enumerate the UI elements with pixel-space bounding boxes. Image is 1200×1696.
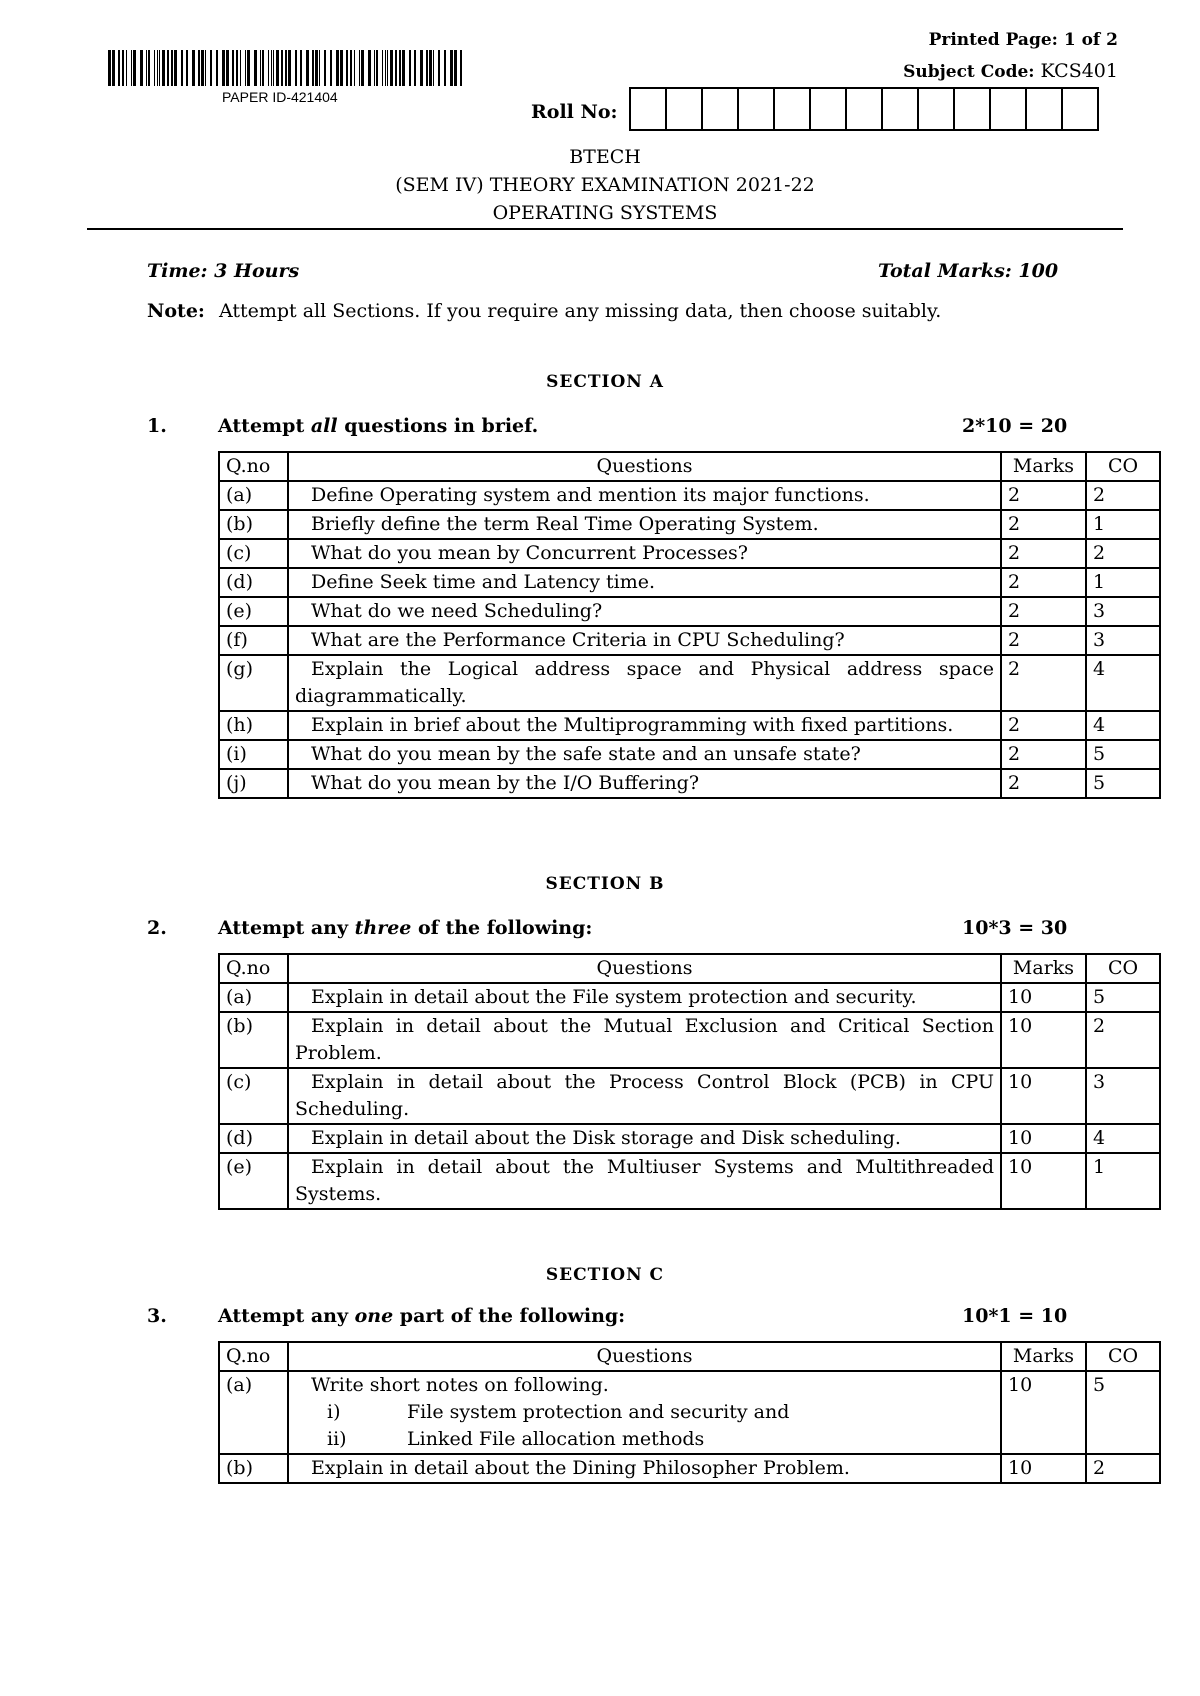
table-row bbox=[219, 1454, 1160, 1483]
question-number: (d) bbox=[219, 568, 288, 597]
barcode-bar bbox=[236, 50, 238, 86]
question-number: (h) bbox=[219, 711, 288, 740]
question-text: Define Operating system and mention its major functions. bbox=[311, 484, 870, 506]
subject-code-value: KCS401 bbox=[1040, 60, 1118, 82]
question-marks: 10 bbox=[1001, 1068, 1086, 1124]
table-row bbox=[219, 1068, 1160, 1124]
question-co: 1 bbox=[1086, 510, 1160, 539]
barcode-bar bbox=[118, 50, 120, 86]
question-co: 1 bbox=[1086, 568, 1160, 597]
question-marks: 2 bbox=[1001, 740, 1086, 769]
question-text: What do you mean by the safe state and an unsafe state? bbox=[311, 743, 861, 765]
section-a-number: 1. bbox=[147, 415, 167, 437]
section-a-table bbox=[218, 451, 1161, 799]
barcode-bar bbox=[399, 50, 401, 86]
roll-no-cell[interactable] bbox=[773, 89, 809, 129]
section-a-instruction: Attempt all questions in brief. bbox=[218, 415, 539, 437]
barcode-bar bbox=[438, 50, 440, 86]
subject-title: OPERATING SYSTEMS bbox=[492, 202, 718, 224]
col-questions: Questions bbox=[288, 954, 1001, 983]
question-marks: 10 bbox=[1001, 1371, 1086, 1454]
barcode-bar bbox=[154, 50, 155, 86]
question-marks: 2 bbox=[1001, 655, 1086, 711]
col-co: CO bbox=[1086, 452, 1160, 481]
question-number: (a) bbox=[219, 1371, 288, 1454]
barcode-bar bbox=[306, 50, 309, 86]
section-c-instruction: Attempt any one part of the following: bbox=[218, 1305, 626, 1327]
table-row bbox=[219, 740, 1160, 769]
table-row bbox=[219, 655, 1160, 711]
barcode-bar bbox=[382, 50, 383, 86]
roll-no-cell[interactable] bbox=[665, 89, 701, 129]
barcode-bar bbox=[216, 50, 218, 86]
roll-no-boxes[interactable] bbox=[629, 87, 1099, 131]
barcode-bar bbox=[210, 50, 212, 86]
barcode-bar bbox=[390, 50, 393, 86]
section-b-number: 2. bbox=[147, 917, 167, 939]
barcode-bar bbox=[426, 50, 428, 86]
question-number: (b) bbox=[219, 510, 288, 539]
barcode-bar bbox=[146, 50, 147, 86]
question-number: (d) bbox=[219, 1124, 288, 1153]
note bbox=[147, 300, 941, 322]
question-marks: 2 bbox=[1001, 481, 1086, 510]
question-text: Briefly define the term Real Time Operating System. bbox=[311, 513, 819, 535]
question-number: (e) bbox=[219, 597, 288, 626]
degree-title: BTECH bbox=[569, 146, 641, 168]
question-text: What are the Performance Criteria in CPU Scheduling? bbox=[311, 629, 845, 651]
roll-no-cell[interactable] bbox=[953, 89, 989, 129]
barcode-bar bbox=[454, 50, 457, 86]
section-c-number: 3. bbox=[147, 1305, 167, 1327]
question-text: What do you mean by the I/O Buffering? bbox=[311, 772, 700, 794]
section-a-marks: 2*10 = 20 bbox=[962, 415, 1068, 437]
question-co: 5 bbox=[1086, 983, 1160, 1012]
question-co: 2 bbox=[1086, 481, 1160, 510]
barcode-bar bbox=[350, 50, 352, 86]
question-marks: 10 bbox=[1001, 1124, 1086, 1153]
table-header-row bbox=[219, 954, 1160, 983]
barcode-bar bbox=[222, 50, 225, 86]
question-co: 2 bbox=[1086, 1454, 1160, 1483]
question-marks: 10 bbox=[1001, 983, 1086, 1012]
question-co: 3 bbox=[1086, 597, 1160, 626]
barcode-bar bbox=[232, 50, 234, 86]
col-qno: Q.no bbox=[219, 954, 288, 983]
barcode-bar bbox=[429, 50, 432, 86]
barcode-bar bbox=[273, 50, 274, 86]
total-marks: Total Marks: 100 bbox=[878, 260, 1059, 282]
table-row bbox=[219, 568, 1160, 597]
question-co: 5 bbox=[1086, 740, 1160, 769]
barcode-bar bbox=[387, 50, 388, 86]
subject-code-label: Subject Code: bbox=[903, 62, 1035, 82]
barcode-bar bbox=[420, 50, 423, 86]
time-duration: Time: 3 Hours bbox=[147, 260, 300, 282]
col-co: CO bbox=[1086, 954, 1160, 983]
question-number: (f) bbox=[219, 626, 288, 655]
barcode-bar bbox=[340, 50, 343, 86]
sub-item: i) File system protection and security and bbox=[327, 1401, 790, 1423]
barcode-bar bbox=[268, 50, 269, 86]
question-number: (a) bbox=[219, 983, 288, 1012]
barcode-bar bbox=[131, 50, 132, 86]
barcode-bar bbox=[205, 50, 206, 86]
col-marks: Marks bbox=[1001, 954, 1086, 983]
section-b-instruction: Attempt any three of the following: bbox=[218, 917, 593, 939]
question-co: 1 bbox=[1086, 1153, 1160, 1209]
barcode-bar bbox=[254, 50, 257, 86]
barcode-bar bbox=[359, 50, 360, 86]
question-number: (e) bbox=[219, 1153, 288, 1209]
question-number: (c) bbox=[219, 1068, 288, 1124]
barcode-bar bbox=[460, 50, 462, 86]
barcode-bar bbox=[262, 50, 264, 86]
question-number: (i) bbox=[219, 740, 288, 769]
barcode-bar bbox=[167, 50, 169, 86]
roll-no-cell[interactable] bbox=[737, 89, 773, 129]
barcode-bar bbox=[174, 50, 177, 86]
barcode-bar bbox=[260, 50, 261, 86]
title-divider bbox=[87, 228, 1123, 230]
section-c-marks: 10*1 = 10 bbox=[962, 1305, 1068, 1327]
section-b-table bbox=[218, 953, 1161, 1210]
question-marks: 10 bbox=[1001, 1454, 1086, 1483]
question-text: What do you mean by Concurrent Processes? bbox=[311, 542, 748, 564]
question-number: (b) bbox=[219, 1012, 288, 1068]
barcode-bar bbox=[108, 50, 111, 86]
table-row bbox=[219, 983, 1160, 1012]
question-marks: 2 bbox=[1001, 539, 1086, 568]
table-header-row bbox=[219, 1342, 1160, 1371]
barcode-bar bbox=[240, 50, 241, 86]
question-marks: 2 bbox=[1001, 597, 1086, 626]
question-text: Explain in detail about the Mutual Exclusion and Critical Section Problem. bbox=[295, 1015, 994, 1064]
col-marks: Marks bbox=[1001, 1342, 1086, 1371]
barcode-bar bbox=[385, 50, 386, 86]
barcode-bar bbox=[112, 50, 115, 86]
col-qno: Q.no bbox=[219, 1342, 288, 1371]
table-row bbox=[219, 481, 1160, 510]
question-co: 4 bbox=[1086, 1124, 1160, 1153]
question-co: 4 bbox=[1086, 711, 1160, 740]
subject-code bbox=[903, 60, 1118, 82]
roll-no-cell[interactable] bbox=[845, 89, 881, 129]
barcode-bar bbox=[376, 50, 378, 86]
barcode-bar bbox=[402, 50, 405, 86]
question-number: (j) bbox=[219, 769, 288, 798]
barcode-bar bbox=[281, 50, 283, 86]
question-marks: 10 bbox=[1001, 1012, 1086, 1068]
barcode-bar bbox=[433, 50, 434, 86]
table-row bbox=[219, 626, 1160, 655]
table-row bbox=[219, 711, 1160, 740]
barcode-bar bbox=[368, 50, 371, 86]
note-text: Attempt all Sections. If you require any missing data, then choose suitably. bbox=[218, 300, 942, 322]
question-text: Write short notes on following. bbox=[311, 1374, 609, 1396]
roll-no-cell[interactable] bbox=[989, 89, 1025, 129]
roll-no-label: Roll No: bbox=[531, 101, 618, 123]
barcode-bar bbox=[450, 50, 453, 86]
barcode-bar bbox=[148, 50, 150, 86]
question-marks: 2 bbox=[1001, 711, 1086, 740]
barcode-bar bbox=[354, 50, 355, 86]
barcode-bar bbox=[374, 50, 375, 86]
table-row bbox=[219, 1124, 1160, 1153]
col-qno: Q.no bbox=[219, 452, 288, 481]
section-c-heading: SECTION C bbox=[545, 1265, 665, 1285]
section-a-heading: SECTION A bbox=[546, 372, 664, 392]
barcode-bar bbox=[126, 50, 127, 86]
section-b-heading: SECTION B bbox=[545, 874, 665, 894]
barcode-bar bbox=[414, 50, 416, 86]
note-label: Note: bbox=[147, 300, 205, 322]
barcode-bar bbox=[444, 50, 446, 86]
roll-no-cell[interactable] bbox=[631, 89, 665, 129]
question-co: 5 bbox=[1086, 1371, 1160, 1454]
exam-title: (SEM IV) THEORY EXAMINATION 2021-22 bbox=[395, 174, 815, 196]
roll-no-cell[interactable] bbox=[1061, 89, 1097, 129]
question-marks: 2 bbox=[1001, 626, 1086, 655]
barcode-bar bbox=[226, 50, 229, 86]
printed-page: Printed Page: 1 of 2 bbox=[928, 30, 1118, 50]
question-number: (g) bbox=[219, 655, 288, 711]
question-text: What do we need Scheduling? bbox=[311, 600, 603, 622]
barcode bbox=[108, 50, 468, 86]
barcode-bar bbox=[186, 50, 188, 86]
barcode-bar bbox=[198, 50, 200, 86]
barcode-bar bbox=[192, 50, 195, 86]
barcode-bar bbox=[181, 50, 183, 86]
question-text: Explain the Logical address space and Physical address space diagrammatically. bbox=[295, 658, 994, 707]
barcode-bar bbox=[315, 50, 318, 86]
question-text: Explain in detail about the Dining Philosopher Problem. bbox=[311, 1457, 850, 1479]
question-marks: 2 bbox=[1001, 510, 1086, 539]
roll-no-cell[interactable] bbox=[701, 89, 737, 129]
question-marks: 2 bbox=[1001, 769, 1086, 798]
table-header-row bbox=[219, 452, 1160, 481]
question-number: (c) bbox=[219, 539, 288, 568]
col-questions: Questions bbox=[288, 1342, 1001, 1371]
barcode-bar bbox=[361, 50, 364, 86]
question-co: 3 bbox=[1086, 1068, 1160, 1124]
barcode-bar bbox=[122, 50, 124, 86]
table-row bbox=[219, 539, 1160, 568]
barcode-bar bbox=[312, 50, 314, 86]
roll-no-cell[interactable] bbox=[809, 89, 845, 129]
col-marks: Marks bbox=[1001, 452, 1086, 481]
barcode-bar bbox=[162, 50, 165, 86]
barcode-bar bbox=[276, 50, 279, 86]
question-number: (b) bbox=[219, 1454, 288, 1483]
barcode-bar bbox=[324, 50, 326, 86]
question-co: 2 bbox=[1086, 1012, 1160, 1068]
question-text: Explain in detail about the Multiuser Systems and Multithreaded Systems. bbox=[295, 1156, 994, 1205]
table-row bbox=[219, 1153, 1160, 1209]
question-co: 3 bbox=[1086, 626, 1160, 655]
question-co: 4 bbox=[1086, 655, 1160, 711]
barcode-bar bbox=[140, 50, 143, 86]
barcode-bar bbox=[159, 50, 160, 86]
col-co: CO bbox=[1086, 1342, 1160, 1371]
question-text: Explain in brief about the Multiprogramming with fixed partitions. bbox=[311, 714, 954, 736]
table-row bbox=[219, 769, 1160, 798]
question-number: (a) bbox=[219, 481, 288, 510]
barcode-bar bbox=[336, 50, 339, 86]
roll-no-cell[interactable] bbox=[1025, 89, 1061, 129]
barcode-bar bbox=[300, 50, 302, 86]
barcode-bar bbox=[285, 50, 287, 86]
col-questions: Questions bbox=[288, 452, 1001, 481]
paper-id: PAPER ID-421404 bbox=[222, 89, 338, 105]
sub-item: ii) Linked File allocation methods bbox=[327, 1428, 705, 1450]
barcode-bar bbox=[330, 50, 332, 86]
barcode-bar bbox=[295, 50, 297, 86]
barcode-bar bbox=[201, 50, 204, 86]
barcode-bar bbox=[171, 50, 173, 86]
table-row bbox=[219, 1371, 1160, 1454]
barcode-bar bbox=[346, 50, 348, 86]
section-b-marks: 10*3 = 30 bbox=[962, 917, 1068, 939]
question-marks: 10 bbox=[1001, 1153, 1086, 1209]
table-row bbox=[219, 1012, 1160, 1068]
barcode-bar bbox=[271, 50, 272, 86]
barcode-bar bbox=[288, 50, 291, 86]
question-text: Define Seek time and Latency time. bbox=[311, 571, 655, 593]
question-text: Explain in detail about the Disk storage and Disk scheduling. bbox=[311, 1127, 901, 1149]
question-text: Explain in detail about the File system protection and security. bbox=[311, 986, 917, 1008]
barcode-bar bbox=[157, 50, 158, 86]
barcode-bar bbox=[395, 50, 397, 86]
question-co: 2 bbox=[1086, 539, 1160, 568]
question-co: 5 bbox=[1086, 769, 1160, 798]
barcode-bar bbox=[409, 50, 411, 86]
roll-no-cell[interactable] bbox=[917, 89, 953, 129]
barcode-bar bbox=[245, 50, 246, 86]
roll-no-cell[interactable] bbox=[881, 89, 917, 129]
question-marks: 2 bbox=[1001, 568, 1086, 597]
table-row bbox=[219, 510, 1160, 539]
table-row bbox=[219, 597, 1160, 626]
barcode-bar bbox=[319, 50, 320, 86]
question-text: Explain in detail about the Process Control Block (PCB) in CPU Scheduling. bbox=[295, 1071, 994, 1120]
barcode-bar bbox=[247, 50, 250, 86]
barcode-bar bbox=[133, 50, 136, 86]
section-c-table bbox=[218, 1341, 1161, 1484]
